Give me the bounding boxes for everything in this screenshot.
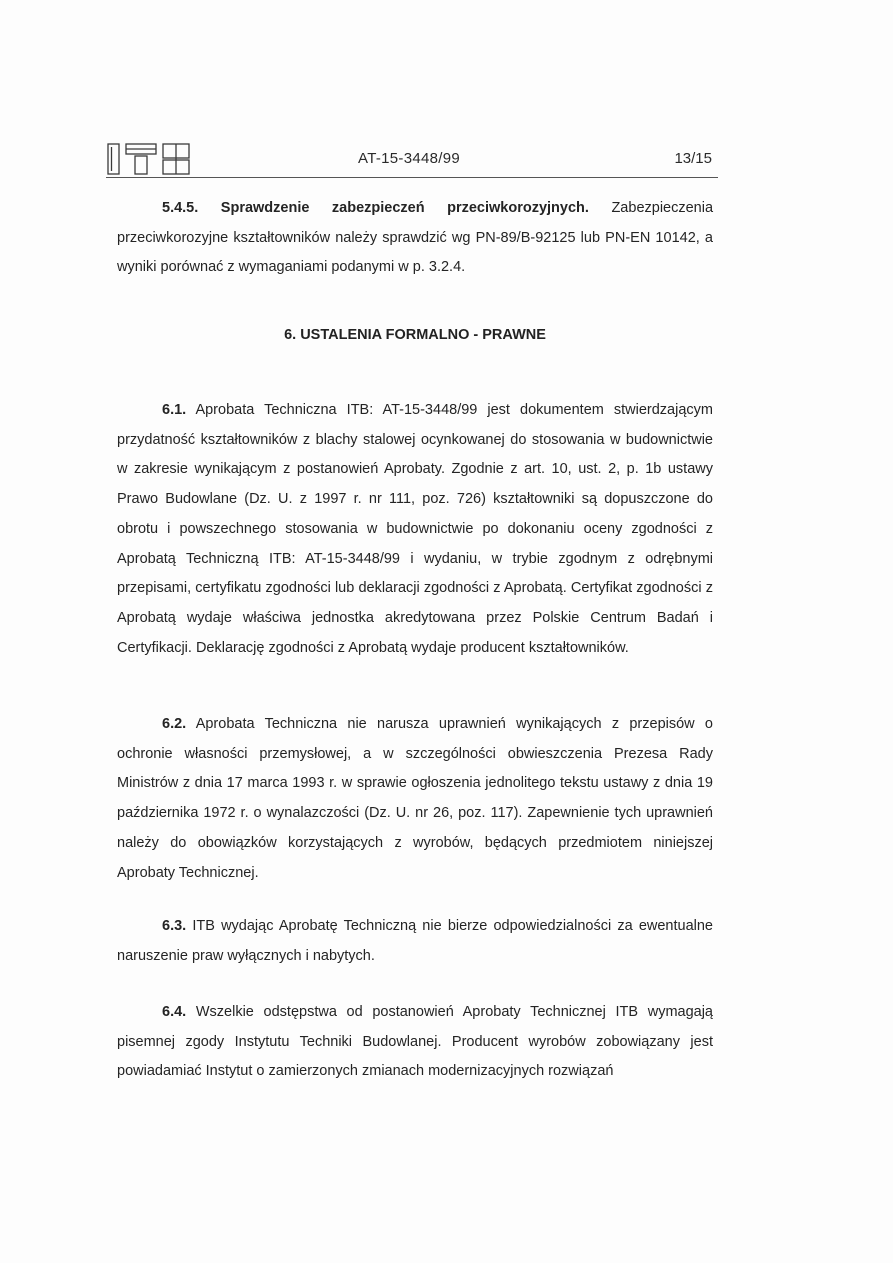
section-title: 6. USTALENIA FORMALNO - PRAWNE xyxy=(284,327,546,343)
paragraph-text: Aprobata Techniczna ITB: AT-15-3448/99 jest dokumentem stwierdzającym przydatność kształtowników z blachy stalowej ocynkowanej do stosowania w budownictwie w zakresie wynikającym z postanowień Aprobaty. Zgodnie z art. 10, ust. 2, p. 1b ustawy Prawo Budowlane (Dz. U. z 1997 r. nr 111, poz. 726) kształtowniki są dopuszczone do obrotu i powszechnego stosowania w budownictwie po dokonaniu oceny zgodności z Aprobatą Techniczną ITB: AT-15-3448/99 i wydaniu, w trybie zgodnym z odrębnymi przepisami, certyfikatu zgodności lub deklaracji zgodności z Aprobatą. Certyfikat zgodności z Aprobatą wydaje właściwa jednostka akredytowana przez Polskie Centrum Badań i Certyfikacji. Deklarację zgodności z Aprobatą wydaje producent kształtowników. xyxy=(117,402,713,656)
paragraph-number: 6.1. xyxy=(162,402,187,418)
paragraph-6-3 xyxy=(117,912,713,971)
page-header xyxy=(106,142,718,176)
paragraph-6-4 xyxy=(117,998,713,1087)
paragraph-text: ITB wydając Aprobatę Techniczną nie bierze odpowiedzialności za ewentualne naruszenie praw wyłącznych i nabytych. xyxy=(117,918,713,964)
paragraph-number: 6.3. xyxy=(162,918,187,934)
paragraph-number: 6.4. xyxy=(162,1004,187,1020)
paragraph-number: 5.4.5. xyxy=(162,200,199,216)
paragraph-6-1 xyxy=(117,396,713,663)
itb-logo xyxy=(106,142,192,176)
paragraph-text: Wszelkie odstępstwa od postanowień Aprobaty Technicznej ITB wymagają pisemnej zgody Instytutu Techniki Budowlanej. Producent wyrobów zobowiązany jest powiadamiać Instytut o zamierzonych zmianach modernizacyjnych rozwiązań xyxy=(117,1004,713,1080)
document-number: AT-15-3448/99 xyxy=(358,150,461,167)
paragraph-text: Zabezpieczenia przeciwkorozyjne kształtowników należy sprawdzić wg PN-89/B-92125 lub PN-EN 10142, a wyniki porównać z wymaganiami podanymi w p. 3.2.4. xyxy=(117,200,714,276)
paragraph-5-4-5 xyxy=(117,194,713,283)
paragraph-number: 6.2. xyxy=(162,716,187,732)
paragraph-6-2 xyxy=(117,710,713,888)
paragraph-text: Aprobata Techniczna nie narusza uprawnień wynikających z przepisów o ochronie własności przemysłowej, a w szczególności obwieszczenia Prezesa Rady Ministrów z dnia 17 marca 1993 r. w sprawie ogłoszenia jednolitego tekstu ustawy z dnia 19 października 1972 r. o wynalazczości (Dz. U. nr 26, poz. 117). Zapewnienie tych uprawnień należy do obowiązków korzystających z wyrobów, będących przedmiotem niniejszej Aprobaty Technicznej. xyxy=(117,716,713,881)
header-divider xyxy=(106,177,718,178)
page-number: 13/15 xyxy=(674,150,712,167)
paragraph-heading: Sprawdzenie zabezpieczeń przeciwkorozyjnych. xyxy=(220,200,589,216)
